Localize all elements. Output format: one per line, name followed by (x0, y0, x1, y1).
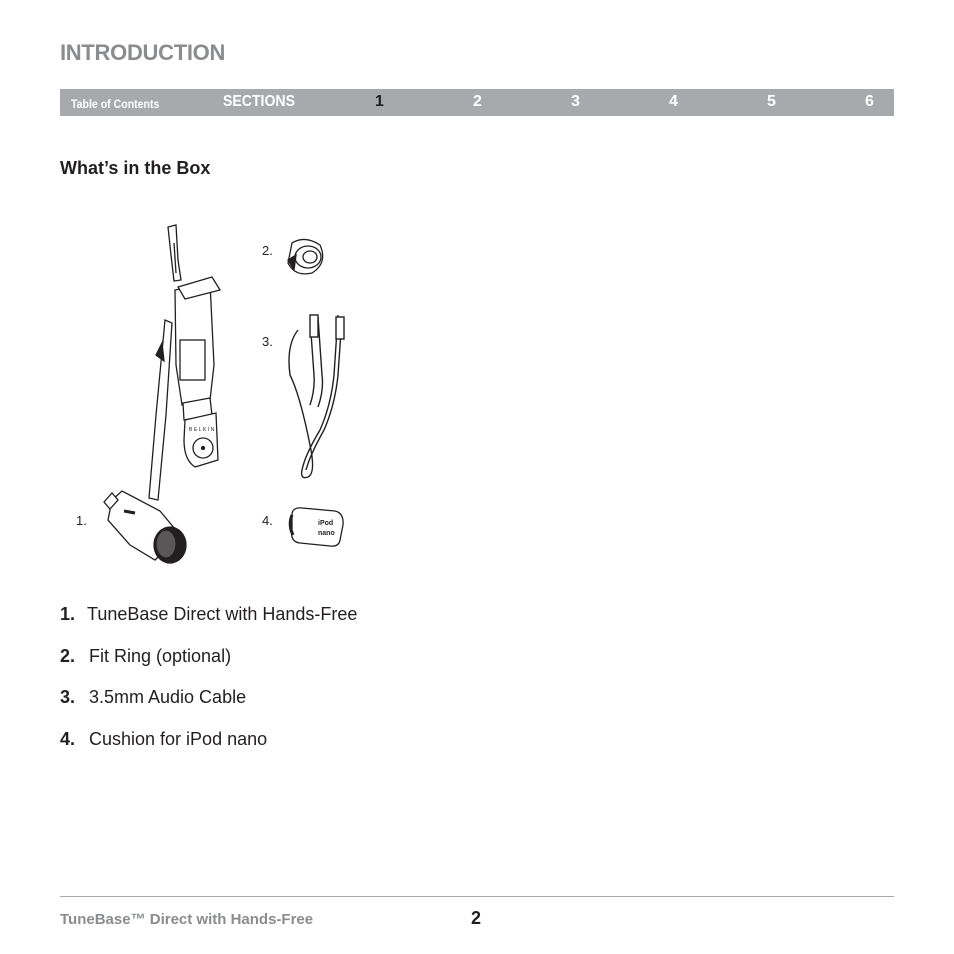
device-brand-text: BELKIN (189, 427, 216, 433)
list-item-text: Fit Ring (optional) (89, 646, 232, 666)
ipod-nano-cushion-illustration (290, 508, 343, 546)
list-item (60, 729, 267, 750)
section-link-2[interactable]: 2 (473, 93, 482, 110)
list-item-text: TuneBase Direct with Hands-Free (87, 604, 358, 624)
footer-divider (60, 896, 894, 897)
box-contents-drawing (60, 215, 380, 565)
cushion-ipod-text: iPod (318, 520, 334, 527)
list-item (60, 687, 246, 708)
tunebase-device-illustration (104, 225, 220, 563)
figure-label-2: 2. (262, 243, 273, 258)
section-navigation-bar (60, 89, 894, 116)
list-item (60, 646, 231, 667)
table-of-contents-link[interactable]: Table of Contents (71, 97, 160, 111)
section-link-4[interactable]: 4 (669, 93, 678, 110)
sections-label: SECTIONS (223, 93, 295, 110)
list-item-number: 3. (60, 687, 76, 707)
list-item-number: 4. (60, 729, 76, 749)
page-number: 2 (471, 908, 482, 928)
section-title: INTRODUCTION (60, 40, 226, 65)
fit-ring-illustration (288, 239, 323, 273)
list-item-number: 1. (60, 604, 76, 624)
section-link-6[interactable]: 6 (865, 93, 874, 110)
figure-label-4: 4. (262, 513, 273, 528)
figure-label-3: 3. (262, 334, 273, 349)
section-link-5[interactable]: 5 (767, 93, 776, 110)
figure-label-1: 1. (76, 513, 87, 528)
list-item-text: Cushion for iPod nano (89, 729, 268, 749)
box-contents-illustration (60, 215, 380, 565)
list-item-number: 2. (60, 646, 76, 666)
section-link-1[interactable]: 1 (375, 93, 384, 110)
list-item-text: 3.5mm Audio Cable (89, 687, 247, 707)
audio-cable-illustration (289, 315, 344, 478)
list-item (60, 604, 357, 625)
footer-product-title: TuneBase™ Direct with Hands-Free (60, 911, 314, 928)
cushion-nano-text: nano (318, 530, 335, 537)
section-link-3[interactable]: 3 (571, 93, 580, 110)
whats-in-the-box-heading: What’s in the Box (60, 158, 211, 178)
